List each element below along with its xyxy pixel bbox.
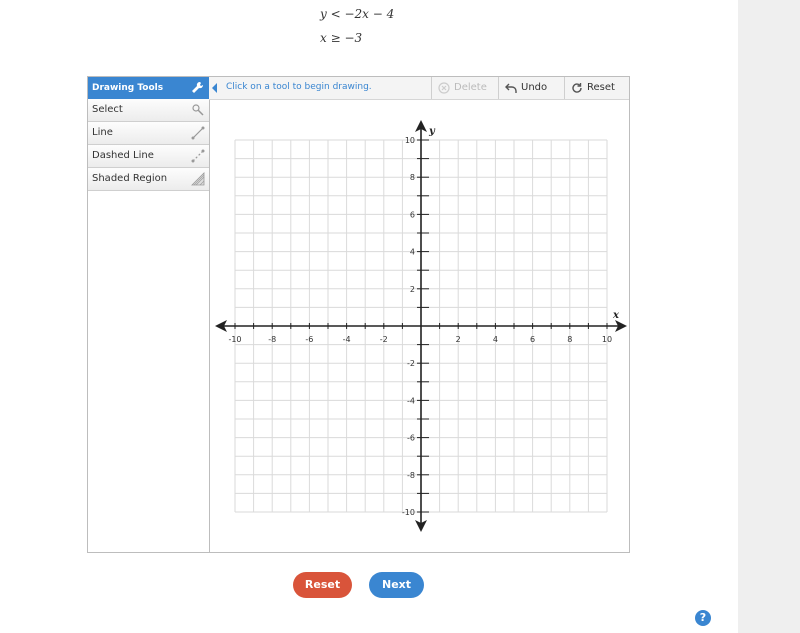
inequality-1: y < −2x − 4 — [320, 7, 395, 21]
toolbar-reset-label: Reset — [587, 82, 615, 93]
undo-label: Undo — [521, 82, 548, 93]
reset-button[interactable]: Reset — [293, 572, 352, 598]
delete-label: Delete — [454, 82, 487, 93]
tool-label: Select — [92, 104, 123, 115]
x-tick-label: -4 — [342, 335, 351, 344]
x-tick-label: -2 — [379, 335, 388, 344]
coordinate-plane[interactable] — [88, 77, 629, 552]
y-tick-label: 2 — [409, 284, 415, 294]
x-tick-label: -6 — [305, 335, 314, 344]
x-axis-label: x — [613, 310, 619, 321]
tool-label: Line — [92, 127, 113, 138]
x-tick-label: -8 — [268, 335, 277, 344]
toolbar-hint: Click on a tool to begin drawing. — [226, 82, 372, 92]
x-tick-label: 2 — [455, 335, 461, 344]
drawing-tools-title: Drawing Tools — [92, 83, 164, 93]
y-tick-label: 8 — [409, 173, 415, 183]
y-axis-label: y — [429, 126, 435, 137]
next-button[interactable]: Next — [369, 572, 424, 598]
y-tick-label: 6 — [409, 210, 415, 220]
x-tick-label: 10 — [601, 335, 613, 344]
tool-label: Shaded Region — [92, 173, 168, 184]
y-tick-label: -8 — [407, 470, 415, 480]
x-tick-label: 6 — [530, 335, 536, 344]
help-icon[interactable]: ? — [695, 610, 711, 626]
y-tick-label: -2 — [407, 359, 415, 369]
y-tick-label: 10 — [404, 136, 415, 145]
right-gutter — [738, 0, 800, 633]
y-tick-label: 4 — [409, 247, 415, 257]
x-tick-label: -10 — [228, 335, 242, 344]
tool-label: Dashed Line — [92, 150, 154, 161]
x-tick-label: 8 — [567, 335, 573, 344]
y-tick-label: -4 — [407, 396, 415, 406]
x-tick-label: 4 — [492, 335, 498, 344]
y-tick-label: -6 — [407, 433, 415, 443]
inequality-2: x ≥ −3 — [320, 31, 363, 45]
y-tick-label: -10 — [401, 508, 415, 517]
